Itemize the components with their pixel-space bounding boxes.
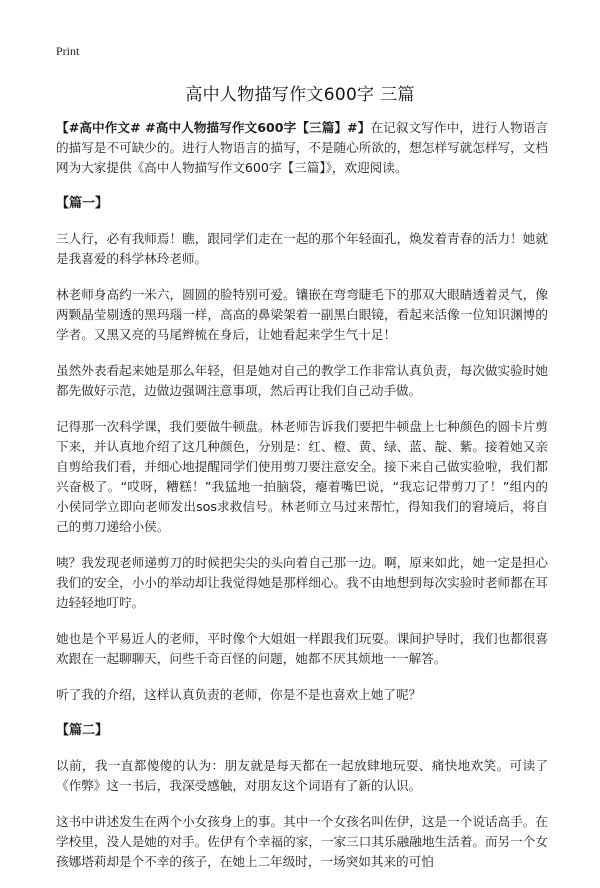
section1-paragraph-3: 虽然外表看起来她是那么年轻，但是她对自己的教学工作非常认真负责，每次做实验时她都先做好示范，边做边强调注意事项，然后再让我们自己动手做。 xyxy=(56,363,548,398)
article-body xyxy=(56,118,548,888)
section1-paragraph-4: 记得那一次科学课，我们要做牛顿盘。林老师告诉我们要把牛顿盘上七种颜色的圆卡片剪下来，并认真地介绍了这几种颜色，分别是：红、橙、黄、绿、蓝、靛、紫。接着她又亲自剪给我们看，并细心地提醒同学们使用剪刀要注意安全。接下来自己做实验啦，我们都兴奋极了。“哎呀，糟糕！”我猛地一拍脑袋，瘪着嘴巴说，“我忘记带剪刀了！”组内的小侯同学立即向老师发出sos求救信号。林老师立马过来帮忙，得知我们的窘境后，将自己的剪刀递给小侯。 xyxy=(56,419,548,534)
section1-paragraph-7: 听了我的介绍，这样认真负责的老师，你是不是也喜欢上她了呢？ xyxy=(56,687,422,702)
section2-heading: 【篇二】 xyxy=(56,723,109,738)
section1-paragraph-2: 林老师身高约一米六，圆圆的脸特别可爱。镶嵌在弯弯睫毛下的那双大眼睛透着灵气，像两颗晶莹剔透的黑玛瑙一样，高高的鼻梁架着一副黑白眼镜，看起来活像一位知识渊博的学者。又黑又亮的马尾辫梳在身后，让她看起来学生气十足！ xyxy=(56,287,548,342)
page-title: 高中人物描写作文600字 三篇 xyxy=(185,85,415,105)
section1-heading: 【篇一】 xyxy=(56,196,109,211)
intro-tag: 【#高中作文# #高中人物描写作文600字【三篇】#】 xyxy=(56,120,371,135)
section2-paragraph-1: 以前，我一直都傻傻的认为：朋友就是每天都在一起放肆地玩耍、痛快地欢笑。可读了《作弊》这一书后，我深受感触，对朋友这个词语有了新的认识。 xyxy=(56,758,548,793)
section1-paragraph-1: 三人行，必有我师焉！瞧，跟同学们走在一起的那个年轻面孔，焕发着青春的活力！她就是我喜爱的科学林玲老师。 xyxy=(56,231,548,266)
section1-paragraph-6: 她也是个平易近人的老师，平时像个大姐姐一样跟我们玩耍。课间护导时，我们也都很喜欢跟在一起聊聊天，问些千奇百怪的问题，她都不厌其烦地一一解答。 xyxy=(56,631,548,666)
print-link[interactable]: Print xyxy=(56,44,80,58)
intro-paragraph xyxy=(56,118,548,178)
section2-paragraph-2: 这书中讲述发生在两个小女孩身上的事。其中一个女孩名叫佐伊，这是一个说话高手。在学校里，没人是她的对手。佐伊有个幸福的家，一家三口其乐融融地生活着。而另一个女孩娜塔莉却是个不幸的孩子，在她上二年级时，一场突如其来的可怕 xyxy=(56,814,548,869)
intro-text: 在记叙文写作中，进行人物语言的描写是不可缺少的。进行人物语言的描写，不是随心所欲的，想怎样写就怎样写，文档网为大家提供《高中人物描写作文600字【三篇】》，欢迎阅读。 xyxy=(56,120,549,175)
section1-paragraph-5: 咦？我发现老师递剪刀的时候把尖尖的头向着自己那一边。啊，原来如此，她一定是担心我们的安全，小小的举动却让我觉得她是那样细心。我不由地想到每次实验时老师都在耳边轻轻地叮咛。 xyxy=(56,555,548,610)
